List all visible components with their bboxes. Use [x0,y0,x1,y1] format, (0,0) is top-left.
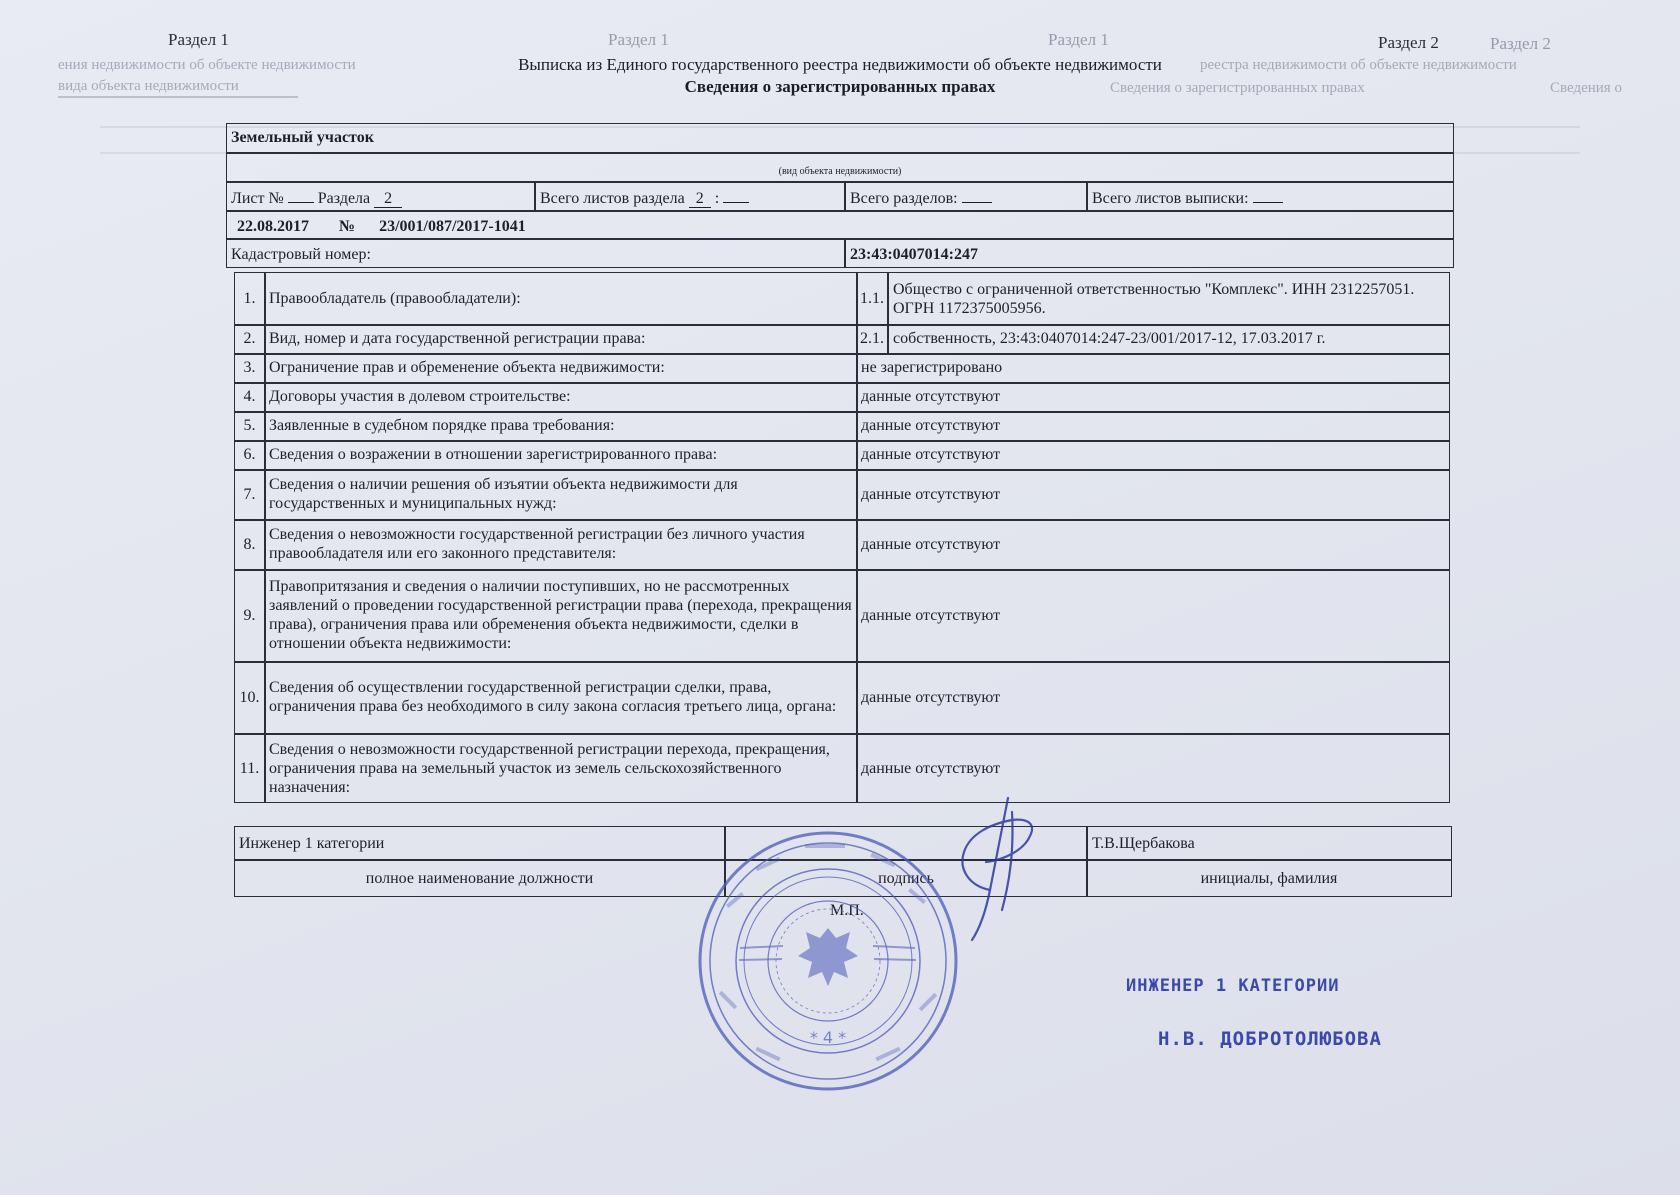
row-number: 9. [243,606,256,624]
section-label-3: Раздел 1 [1048,30,1109,49]
total-sections-field [846,186,1086,212]
row-label: Сведения о наличии решения об изъятии объекта недвижимости для государственных и муниципальных нужд: [269,476,738,512]
table-row [235,440,1449,469]
row-value: данные отсутствуют [861,606,1001,624]
signer-position: Инженер 1 категории [239,834,385,852]
table-row [235,661,1449,733]
table-row [235,519,1449,569]
row-number: 6. [243,446,256,463]
ghost-text-right-3: Сведения о [1550,80,1622,96]
section-number: 2 [374,191,402,208]
object-info-table [226,123,1454,268]
row-number: 8. [243,535,256,553]
row-value: собственность, 23:43:0407014:247-23/001/2017-12, 17.03.2017 г. [893,330,1326,347]
caption-name: инициалы, фамилия [1200,869,1338,887]
row-number: 5. [243,417,256,434]
registration-number: 23/001/087/2017-1041 [379,218,526,235]
table-row [235,273,1449,324]
table-row [235,469,1449,519]
table-row [235,382,1449,411]
ghost-text-right-2: Сведения о зарегистрированных правах [1110,80,1365,96]
table-rule [227,181,1453,183]
row-value: данные отсутствуют [861,688,1001,706]
row-number: 1. [243,290,256,307]
row-value: данные отсутствуют [861,388,1001,405]
object-type-caption: (вид объекта недвижимости) [778,166,902,177]
section-label-2: Раздел 1 [608,30,669,49]
row-number: 2. [243,330,256,347]
object-type-value: Земельный участок [231,129,374,146]
row-sub-number: 1.1. [860,290,884,307]
total-section-sheets-field: Всего листов раздела 2 : [536,186,844,212]
row-value: Общество с ограниченной ответственностью "Комплекс". ИНН 2312257051. ОГРН 1172375005956. [893,280,1415,317]
table-row [235,733,1449,803]
row-label: Договоры участия в долевом строительстве: [269,388,571,405]
row-value: данные отсутствуют [861,417,1001,434]
table-rule [264,273,266,803]
number-sign: № [339,218,356,235]
table-rule [856,273,858,803]
document-subtitle: Сведения о зарегистрированных правах [684,77,996,96]
total-extract-sheets-blank [1253,202,1283,203]
sheet-label: Лист № [231,190,284,207]
ghost-text-right-1: реестра недвижимости об объекте недвижимости [1200,57,1517,73]
row-value: данные отсутствуют [861,446,1001,463]
svg-text:* 4 *: * 4 * [809,1028,847,1047]
total-section-sheets-value: 2 [689,191,711,208]
row-label: Заявленные в судебном порядке права требования: [269,417,615,434]
sheet-number-blank [288,202,314,203]
total-sections-label: Всего разделов: [850,190,958,207]
row-number: 3. [243,359,256,376]
row-label: Вид, номер и дата государственной регистрации права: [269,330,646,347]
caption-position: полное наименование должности [365,869,594,887]
registration-date-number [233,214,933,240]
row-label: Сведения об осуществлении государственной регистрации сделки, права, ограничения права без необходимого в силу закона согласия третьего лица, органа: [269,679,837,715]
cadastral-label: Кадастровый номер: [231,246,371,263]
document-title: Выписка из Единого государственного реестра недвижимости об объекте недвижимости [518,55,1162,74]
ghost-text-left-1: ения недвижимости об объекте недвижимости [58,57,356,73]
row-value: данные отсутствуют [861,535,1001,553]
row-label: Сведения о невозможности государственной регистрации перехода, прекращения, ограничения права на земельный участок из земель сельскохозяйственного назначения: [269,740,830,796]
section-label: Раздела [317,190,371,207]
row-label: Сведения о невозможности государственной регистрации без личного участия правообладателя или его законного представителя: [269,526,805,562]
row-number: 7. [243,485,256,503]
stamp-position: ИНЖЕНЕР 1 КАТЕГОРИИ [1126,976,1340,996]
table-row [235,411,1449,440]
row-label: Ограничение прав и обременение объекта недвижимости: [269,359,665,376]
table-row [235,353,1449,382]
table-row [235,569,1449,661]
sheet-number-field [227,186,534,212]
rights-table [234,272,1450,803]
signer-name: Т.В.Щербакова [1092,834,1195,852]
section-label-4: Раздел 2 [1378,33,1439,52]
row-label: Правообладатель (правообладатели): [269,290,521,307]
row-number: 4. [243,388,256,405]
row-value: данные отсутствуют [861,485,1001,503]
stamp-name: Н.В. ДОБРОТОЛЮБОВА [1158,1028,1382,1050]
official-seal-icon [695,828,961,1094]
handwritten-signature-icon [950,790,1050,950]
row-value: не зарегистрировано [861,359,1003,376]
total-extract-sheets-field [1088,186,1453,212]
total-extract-sheets-label: Всего листов выписки: [1092,190,1249,207]
total-section-sheets-blank [723,202,749,203]
section-label-1: Раздел 1 [168,30,229,49]
extract-date: 22.08.2017 [237,218,309,235]
table-row [235,324,1449,353]
ghost-text-left-2: вида объекта недвижимости [58,78,239,94]
row-value: данные отсутствуют [861,759,1001,777]
row-number: 10. [239,688,260,706]
total-section-sheets-label: Всего листов раздела [540,190,685,207]
cadastral-value: 23:43:0407014:247 [850,246,978,263]
row-label: Правопритязания и сведения о наличии поступивших, но не рассмотренных заявлений о проведении государственной регистрации права (перехода, прекращения права), ограничения права или обременения объекта недвижимости, сделки в отношении объекта недвижимости: [269,578,852,652]
row-sub-number: 2.1. [860,330,884,347]
row-number: 11. [239,759,260,777]
row-label: Сведения о возражении в отношении зарегистрированного права: [269,446,718,463]
total-sections-blank [962,202,992,203]
section-label-5: Раздел 2 [1490,34,1551,53]
caption-signature: подпись [878,869,934,887]
seal-place-label: М.П. [830,902,864,919]
